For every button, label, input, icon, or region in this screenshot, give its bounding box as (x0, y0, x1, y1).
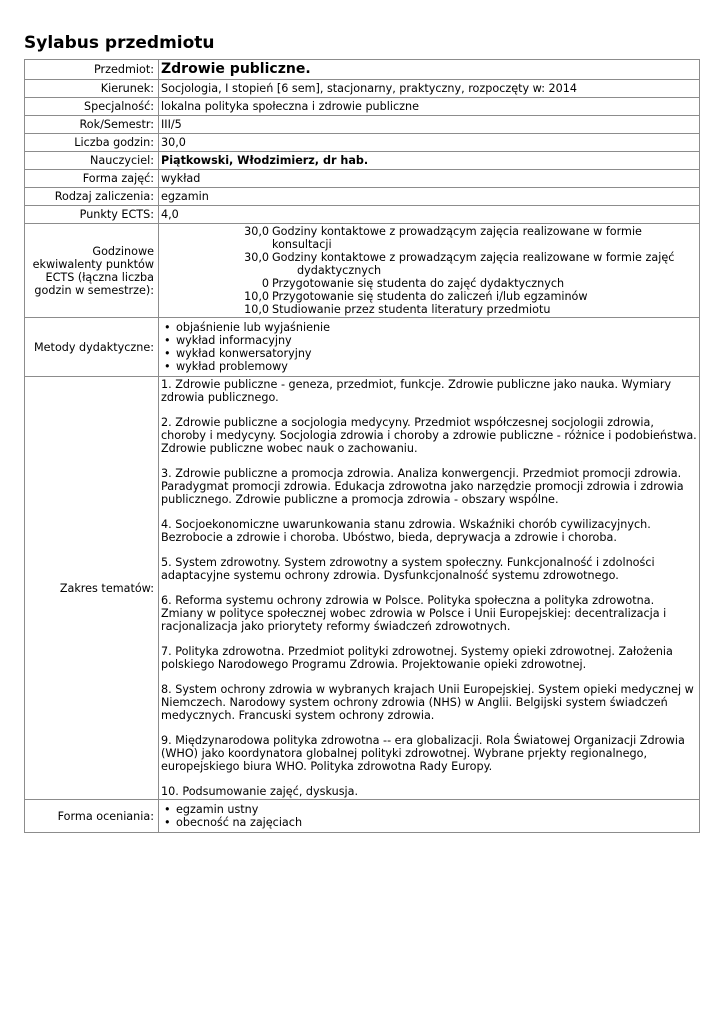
topic-item: 9. Międzynarodowa polityka zdrowotna -- era globalizacji. Rola Światowej Organizacji Zdrowia (WHO) jako koordynatora globalnej polityki zdrowotnej. Wybrane prjekty regionalnego, europejskiego biura WHO. Polityka zdrowotna Rady Europy. (161, 734, 685, 773)
specialty-row (25, 98, 700, 116)
syllabus-table (24, 59, 700, 833)
ects-value: 4,0 (159, 206, 700, 224)
ects-hours-amount: 0 (261, 277, 269, 290)
hours-value: 30,0 (159, 134, 700, 152)
ects-hours-item (161, 225, 697, 251)
ects-hours-description: Studiowanie przez studenta literatury przedmiotu (272, 303, 551, 316)
assessment-list (161, 801, 697, 831)
ects-hours-description: Przygotowanie się studenta do zaliczeń i/lub egzaminów (272, 290, 588, 303)
assessment-row (25, 800, 700, 833)
ects-hours-amount: 30,0 (244, 251, 269, 264)
list-item: • egzamin ustny (164, 803, 697, 816)
credit-type-label: Rodzaj zaliczenia: (25, 188, 159, 206)
teacher-value: Piątkowski, Włodzimierz, dr hab. (159, 152, 700, 170)
list-item: • wykład konwersatoryjny (164, 347, 697, 360)
ects-hours-row (25, 224, 700, 318)
teacher-row (25, 152, 700, 170)
ects-hours-description: Przygotowanie się studenta do zajęć dydaktycznych (272, 277, 565, 290)
methods-label: Metody dydaktyczne: (25, 318, 159, 377)
ects-hours-item (161, 251, 697, 277)
list-item: • obecność na zajęciach (164, 816, 697, 829)
subject-row (25, 60, 700, 80)
topic-item: 1. Zdrowie publiczne - geneza, przedmiot, funkcje. Zdrowie publiczne jako nauka. Wymiary zdrowia publicznego. (161, 378, 672, 404)
ects-hours-amount: 10,0 (244, 303, 269, 316)
list-item: • objaśnienie lub wyjaśnienie (164, 321, 697, 334)
year-semester-value: III/5 (159, 116, 700, 134)
teacher-label: Nauczyciel: (25, 152, 159, 170)
specialty-value: lokalna polityka społeczna i zdrowie publiczne (159, 98, 700, 116)
hours-row (25, 134, 700, 152)
class-form-row (25, 170, 700, 188)
ects-hours-item (161, 303, 697, 316)
topic-item: 6. Reforma systemu ochrony zdrowia w Polsce. Polityka społeczna a polityka zdrowotna. Zmiany w polityce społecznej wobec zdrowia w Polsce i Unii Europejskiej: decentralizacja i racjonalizacja jako priorytety reformy świadczeń zdrowotnych. (161, 594, 667, 633)
topic-item: 8. System ochrony zdrowia w wybranych krajach Unii Europejskiej. System opieki medycznej w Niemczech. Narodowy system ochrony zdrowia (NHS) w Anglii. Belgijski system świadczeń medycznych. Francuski system ochrony zdrowia. (161, 683, 694, 722)
direction-label: Kierunek: (25, 80, 159, 98)
ects-hours-label: Godzinowe ekwiwalenty punktów ECTS (łączna liczba godzin w semestrze): (25, 224, 159, 318)
direction-row (25, 80, 700, 98)
topic-item: 7. Polityka zdrowotna. Przedmiot polityki zdrowotnej. Systemy opieki zdrowotnej. Założenia polskiego Narodowego Programu Zdrowia. Projektowanie opieki zdrowotnej. (161, 645, 673, 671)
class-form-value: wykład (159, 170, 700, 188)
year-semester-row (25, 116, 700, 134)
credit-type-value: egzamin (159, 188, 700, 206)
topic-item: 2. Zdrowie publiczne a socjologia medycyny. Przedmiot współczesnej socjologii zdrowia, choroby i medycyny. Socjologia zdrowia i choroby a zdrowie publiczne - różnice i podobieństwa. Zdrowie publiczne wobec nauk o zachowaniu. (161, 416, 697, 455)
topic-item: 4. Socjoekonomiczne uwarunkowania stanu zdrowia. Wskaźniki chorób cywilizacyjnych. Bezrobocie a zdrowie i choroba. Ubóstwo, bieda, deprywacja a zdrowie i choroba. (161, 518, 651, 544)
direction-value: Socjologia, I stopień [6 sem], stacjonarny, praktyczny, rozpoczęty w: 2014 (159, 80, 700, 98)
topics-label: Zakres tematów: (25, 377, 159, 800)
topic-item: 5. System zdrowotny. System zdrowotny a system społeczny. Funkcjonalność i zdolności adaptacyjne systemu ochrony zdrowia. Dysfunkcjonalność systemu zdrowotnego. (161, 556, 655, 582)
ects-hours-description: Godziny kontaktowe z prowadzącym zajęcia realizowane w formie konsultacji (272, 225, 642, 251)
ects-hours-list (159, 224, 700, 318)
ects-hours-amount: 10,0 (244, 290, 269, 303)
page-title: Sylabus przedmiotu (24, 33, 215, 53)
topics-row (25, 377, 700, 800)
ects-hours-amount: 30,0 (244, 225, 269, 238)
ects-label: Punkty ECTS: (25, 206, 159, 224)
class-form-label: Forma zajęć: (25, 170, 159, 188)
assessment-label: Forma oceniania: (25, 800, 159, 833)
specialty-label: Specjalność: (25, 98, 159, 116)
topic-item: 10. Podsumowanie zajęć, dyskusja. (161, 785, 359, 798)
list-item: • wykład problemowy (164, 360, 697, 373)
topics-value (159, 377, 700, 800)
subject-label: Przedmiot: (25, 60, 159, 80)
year-semester-label: Rok/Semestr: (25, 116, 159, 134)
methods-list (161, 319, 697, 375)
ects-hours-item (161, 277, 697, 290)
ects-row (25, 206, 700, 224)
methods-value (159, 318, 700, 377)
list-item: • wykład informacyjny (164, 334, 697, 347)
ects-hours-description-cont: dydaktycznych (297, 264, 382, 277)
credit-type-row (25, 188, 700, 206)
ects-hours-description (269, 251, 697, 277)
topic-item: 3. Zdrowie publiczne a promocja zdrowia. Analiza konwergencji. Przedmiot promocji zdrowia. Paradygmat promocji zdrowia. Edukacja zdrowotna jako narzędzie promocji zdrowia i zdrowia publicznego. Zdrowie publiczne a promocja zdrowia - obszary wspólne. (161, 467, 684, 506)
assessment-value (159, 800, 700, 833)
subject-value: Zdrowie publiczne. (159, 60, 700, 80)
hours-label: Liczba godzin: (25, 134, 159, 152)
methods-row (25, 318, 700, 377)
ects-hours-description-main: Godziny kontaktowe z prowadzącym zajęcia realizowane w formie zajęć (272, 251, 675, 264)
ects-hours-item (161, 290, 697, 303)
